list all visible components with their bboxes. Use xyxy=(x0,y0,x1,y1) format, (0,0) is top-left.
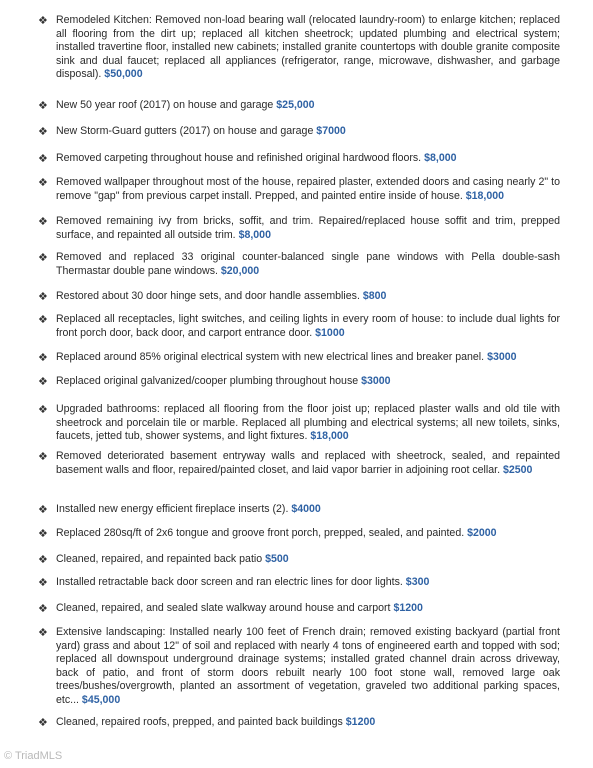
diamond-bullet-icon: ❖ xyxy=(38,503,48,516)
item-description: New 50 year roof (2017) on house and garage xyxy=(56,99,274,111)
item-price: $300 xyxy=(405,576,430,588)
diamond-bullet-icon: ❖ xyxy=(38,716,48,729)
diamond-bullet-icon: ❖ xyxy=(38,375,48,388)
diamond-bullet-icon: ❖ xyxy=(38,576,48,589)
item-description: Replaced 280sq/ft of 2x6 tongue and groove front porch, prepped, sealed, and painted. xyxy=(56,527,465,539)
item-description: Removed wallpaper throughout most of the house, repaired plaster, extended doors and casing nearly 2" to remove "gap" from previous carpet install. Prepped, and painted entire inside of house. xyxy=(56,176,560,202)
diamond-bullet-icon: ❖ xyxy=(38,313,48,326)
item-price: $8,000 xyxy=(238,228,271,241)
item-price: $1200 xyxy=(345,716,376,728)
diamond-bullet-icon: ❖ xyxy=(38,351,48,364)
item-description: Cleaned, repaired, and sealed slate walkway around house and carport xyxy=(56,602,391,614)
item-description: Replaced all receptacles, light switches, and ceiling lights in every room of house: to include dual lights for front porch door, back door, and carport entrance door. xyxy=(56,313,560,339)
diamond-bullet-icon: ❖ xyxy=(38,99,48,112)
diamond-bullet-icon: ❖ xyxy=(38,450,48,463)
item-price: $18,000 xyxy=(310,430,349,443)
diamond-bullet-icon: ❖ xyxy=(38,176,48,189)
item-description: Removed deteriorated basement entryway walls and replaced with sheetrock, sealed, and repainted basement walls and floor, repaired/painted closet, and laid vapor barrier in adjoining root cellar. xyxy=(56,450,560,476)
item-description: Remodeled Kitchen: Removed non-load bearing wall (relocated laundry-room) to enlarge kitchen; replaced all flooring from the dirt up; replaced all kitchen sheetrock; updated plumbing and electrical system; installed travertine floor, installed new cabinets; installed granite countertops with double granite composite sink and dual faucet; replaced all appliances (refrigerator, range, microwave, dishwasher, and garbage disposal). xyxy=(56,14,560,81)
item-description: Extensive landscaping: Installed nearly 100 feet of French drain; removed existing backyard (partial front yard) grass and about 12" of soil and replaced with nearly 4 tons of engineered earth and topped with sod; replaced all downspout underground drainage systems; installed grated channel drain across driveway, back of patio, and front of storm doors rebuilt nearly 100 foot stone wall, removed large oak trees/bushes/overgrowth, planted an assortment of vegetation, graveled two additional parking spaces, etc... xyxy=(56,626,560,706)
item-price: $20,000 xyxy=(220,264,260,277)
item-price: $3000 xyxy=(361,375,391,387)
diamond-bullet-icon: ❖ xyxy=(38,290,48,303)
list-item xyxy=(38,403,560,444)
item-price: $18,000 xyxy=(465,189,505,202)
list-item xyxy=(38,152,560,166)
item-price: $2500 xyxy=(502,463,533,476)
diamond-bullet-icon: ❖ xyxy=(38,152,48,165)
diamond-bullet-icon: ❖ xyxy=(38,553,48,566)
item-description: Installed retractable back door screen and ran electric lines for door lights. xyxy=(56,576,403,588)
item-description: Restored about 30 door hinge sets, and door handle assemblies. xyxy=(56,290,360,302)
item-price: $8,000 xyxy=(424,152,457,164)
item-price: $500 xyxy=(265,553,289,565)
list-item xyxy=(38,351,560,365)
list-item xyxy=(38,215,560,242)
item-price: $800 xyxy=(362,290,387,302)
item-description: Cleaned, repaired, and repainted back patio xyxy=(56,553,263,565)
diamond-bullet-icon: ❖ xyxy=(38,125,48,138)
item-description: Replaced around 85% original electrical system with new electrical lines and breaker panel. xyxy=(56,351,485,363)
list-item xyxy=(38,450,560,477)
item-description: New Storm-Guard gutters (2017) on house and garage xyxy=(56,125,314,137)
list-item xyxy=(38,527,560,541)
list-item xyxy=(38,125,560,139)
item-price: $1200 xyxy=(393,602,423,614)
list-item xyxy=(38,716,560,730)
list-item xyxy=(38,99,560,113)
diamond-bullet-icon: ❖ xyxy=(38,251,48,264)
list-item xyxy=(38,251,560,278)
list-item xyxy=(38,503,560,517)
list-item xyxy=(38,313,560,340)
item-price: $25,000 xyxy=(276,99,315,111)
diamond-bullet-icon: ❖ xyxy=(38,403,48,416)
list-item xyxy=(38,553,560,567)
list-item xyxy=(38,576,560,590)
item-price: $2000 xyxy=(467,527,497,539)
watermark: © TriadMLS xyxy=(4,750,63,762)
list-item xyxy=(38,626,560,708)
item-description: Upgraded bathrooms: replaced all flooring from the floor joist up; replaced plaster walls and old tile with sheetrock and porcelain tile or marble. Replaced all plumbing and electrical systems; all new toilets, sinks, faucets, jetted tub, shower systems, and light fixtures. xyxy=(56,403,560,443)
item-description: Removed and replaced 33 original counter-balanced single pane windows with Pella double-sash Thermastar double pane windows. xyxy=(56,251,560,277)
diamond-bullet-icon: ❖ xyxy=(38,527,48,540)
list-item xyxy=(38,290,560,304)
item-description: Removed carpeting throughout house and refinished original hardwood floors. xyxy=(56,152,422,164)
list-item xyxy=(38,602,560,616)
item-price: $45,000 xyxy=(81,693,121,706)
item-description: Removed remaining ivy from bricks, soffit, and trim. Repaired/replaced house soffit and trim, prepped surface, and repainted all outside trim. xyxy=(56,215,560,241)
list-item xyxy=(38,14,560,82)
list-item xyxy=(38,375,560,389)
item-description: Installed new energy efficient fireplace inserts (2). xyxy=(56,503,289,515)
item-price: $4000 xyxy=(291,503,321,515)
item-price: $50,000 xyxy=(104,68,143,81)
diamond-bullet-icon: ❖ xyxy=(38,626,48,639)
diamond-bullet-icon: ❖ xyxy=(38,14,48,27)
diamond-bullet-icon: ❖ xyxy=(38,602,48,615)
item-price: $7000 xyxy=(316,125,346,137)
item-price: $1000 xyxy=(315,326,345,339)
item-description: Cleaned, repaired roofs, prepped, and painted back buildings xyxy=(56,716,343,728)
item-price: $3000 xyxy=(487,351,517,363)
item-description: Replaced original galvanized/cooper plumbing throughout house xyxy=(56,375,359,387)
list-item xyxy=(38,176,560,203)
diamond-bullet-icon: ❖ xyxy=(38,215,48,228)
